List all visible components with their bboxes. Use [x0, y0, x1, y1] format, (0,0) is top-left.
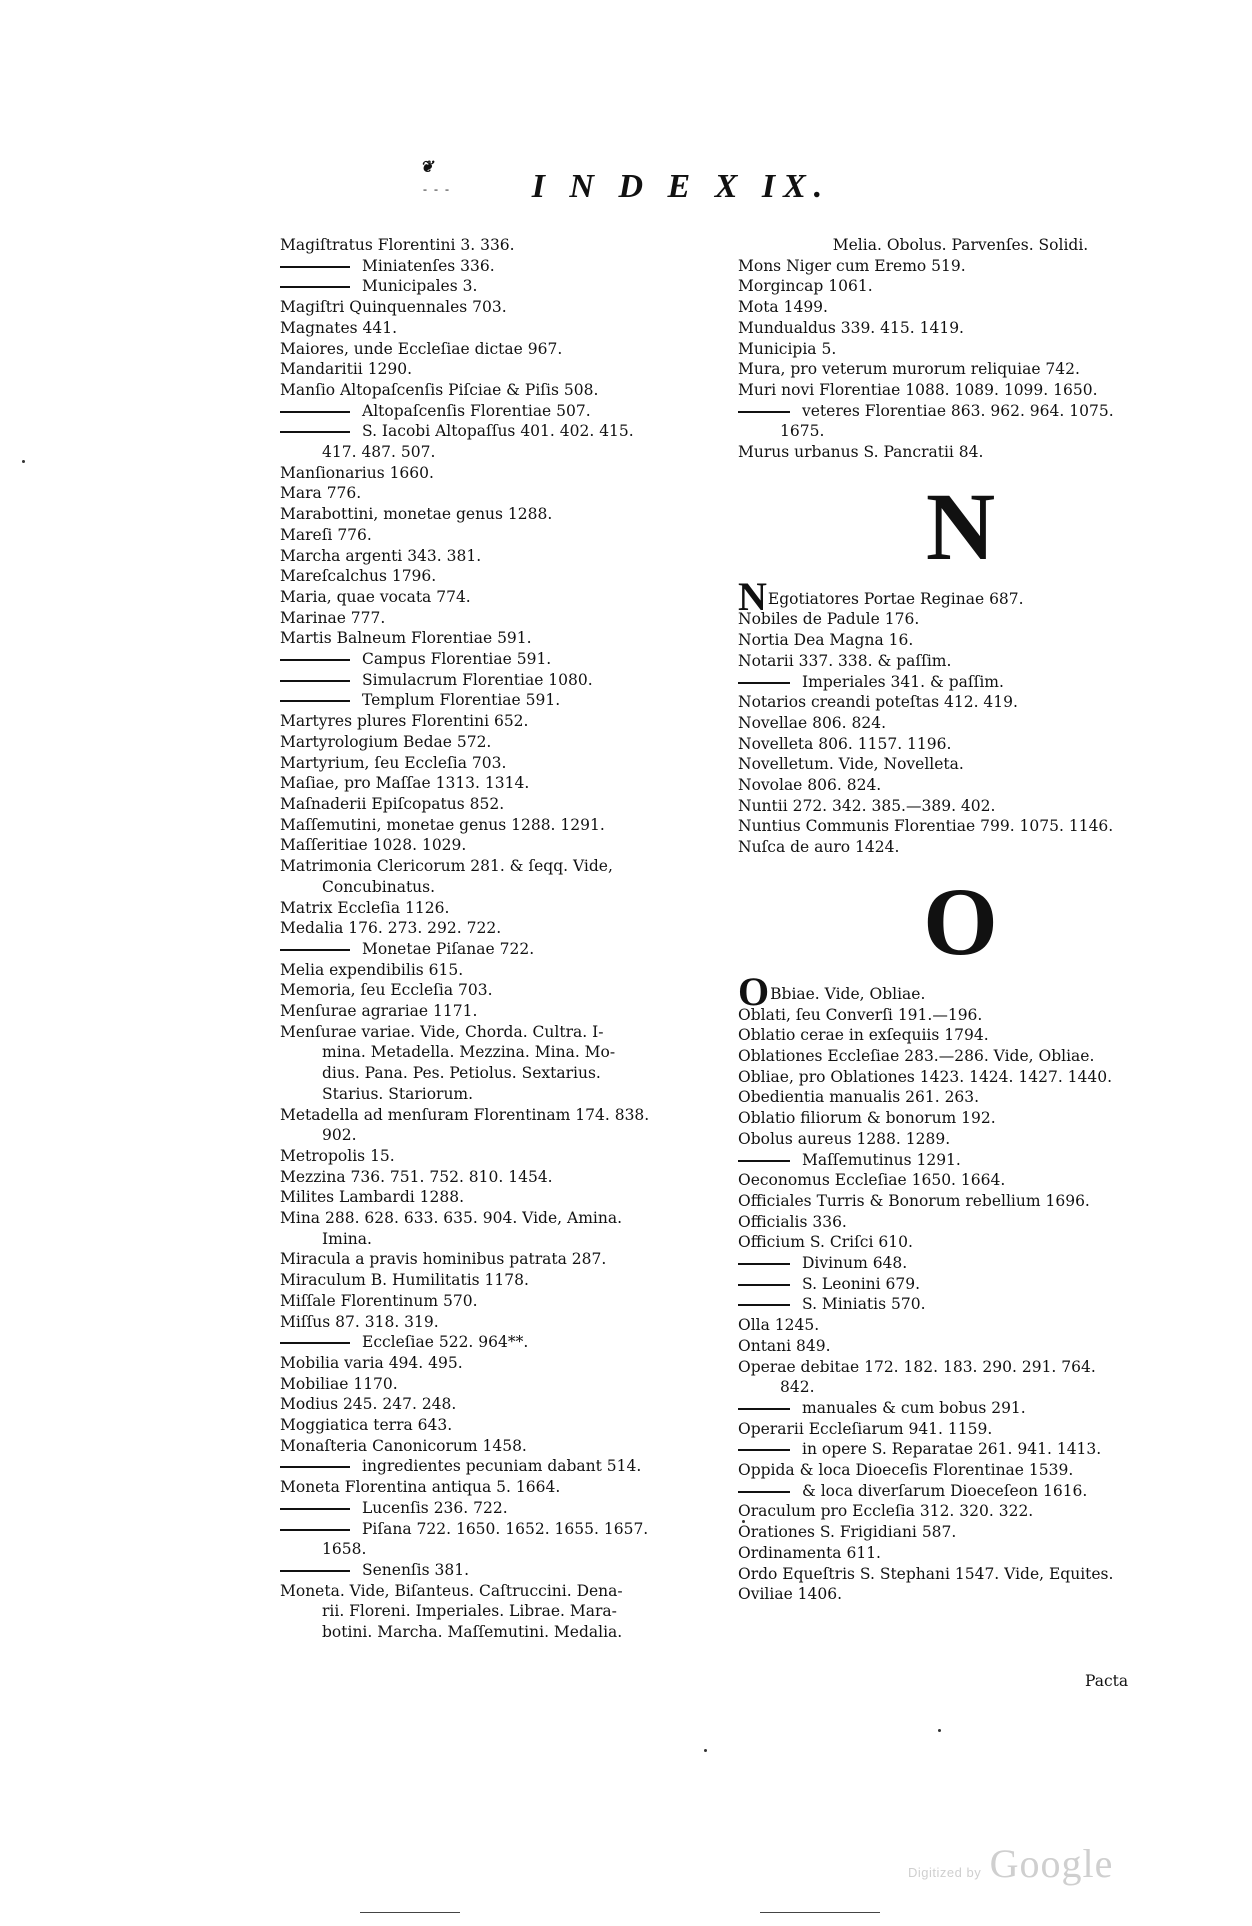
index-subentry: Senenſis 381. [280, 1560, 720, 1581]
index-entry: Orationes S. Frigidiani 587. [738, 1523, 957, 1542]
index-entry: Novolae 806. 824. [738, 776, 882, 795]
index-entry-continuation: Imina. [322, 1229, 372, 1248]
index-entry: Municipia 5. [738, 339, 837, 358]
index-entry: Nobiles de Padule 176. [738, 610, 920, 629]
index-entry: Monaſteria Canonicorum 1458. [280, 1436, 527, 1455]
index-entry: Maſiae, pro Maſſae 1313. 1314. [280, 774, 530, 793]
index-entry: Obliae, pro Oblationes 1423. 1424. 1427. 1440. [738, 1067, 1113, 1086]
index-subentry: & loca diverſarum Dioeceſeon 1616. [738, 1481, 1183, 1502]
index-subentry: Lucenſis 236. 722. [280, 1498, 720, 1519]
ornament-icon: ❦ [420, 159, 434, 176]
index-subentry: manuales & cum bobus 291. [738, 1398, 1183, 1419]
index-entry: Mareſi 776. [280, 525, 372, 544]
index-entry: Miraculum B. Humilitatis 1178. [280, 1271, 529, 1290]
index-entry: Notarii 337. 338. & paſſim. [738, 651, 952, 670]
index-entry: Oppida & loca Dioeceſis Florentinae 1539. [738, 1461, 1074, 1480]
index-entry: Oviliae 1406. [738, 1585, 843, 1604]
index-entry: Maſſeritiae 1028. 1029. [280, 836, 467, 855]
index-entry: Maſnaderii Epiſcopatus 852. [280, 794, 505, 813]
index-entry: Officium S. Criſci 610. [738, 1233, 913, 1252]
index-entry: Officiales Turris & Bonorum rebellium 1696. [738, 1191, 1090, 1210]
index-entry: Melia expendibilis 615. [280, 960, 464, 979]
index-entry-continuation: mina. Metadella. Mezzina. Mina. Mo- [322, 1043, 616, 1062]
index-entry: Nuntii 272. 342. 385.—389. 402. [738, 796, 996, 815]
index-entry: Matrix Eccleſia 1126. [280, 898, 450, 917]
index-entry: Mons Niger cum Eremo 519. [738, 256, 966, 275]
entry-text: Bbiae. Vide, Obliae. [770, 984, 926, 1003]
index-entry: Officialis 336. [738, 1212, 847, 1231]
index-entry: Ordinamenta 611. [738, 1543, 881, 1562]
index-entry: Oblati, ſeu Converſi 191.—196. [738, 1005, 983, 1024]
index-entry: Martyrologium Bedae 572. [280, 732, 492, 751]
index-subentry: Eccleſiae 522. 964**. [280, 1332, 720, 1353]
index-entry: Oblationes Eccleſiae 283.—286. Vide, Obliae. [738, 1046, 1095, 1065]
index-entry: Mareſcalchus 1796. [280, 567, 437, 586]
index-entry: Martis Balneum Florentiae 591. [280, 629, 532, 648]
index-entry: Milites Lambardi 1288. [280, 1188, 465, 1207]
index-entry: Oraculum pro Eccleſia 312. 320. 322. [738, 1502, 1034, 1521]
index-entry: Manſio Altopaſcenſis Piſciae & Piſis 508. [280, 380, 599, 399]
index-entry-continuation: 1658. [322, 1540, 367, 1559]
index-entry-continuation: Concubinatus. [322, 877, 436, 896]
index-entry: Novelletum. Vide, Novelleta. [738, 755, 964, 774]
index-entry: Morgincap 1061. [738, 277, 873, 296]
index-entry: Marcha argenti 343. 381. [280, 546, 482, 565]
index-subentry: Simulacrum Florentiae 1080. [280, 670, 720, 691]
index-subentry: in opere S. Reparatae 261. 941. 1413. [738, 1439, 1183, 1460]
index-entry: Moneta. Vide, Biſanteus. Caſtruccini. Dena- [280, 1581, 623, 1600]
google-logo: Google [989, 1841, 1114, 1886]
index-entry-continuation: 1675. [780, 422, 825, 441]
index-entry: Mura, pro veterum murorum reliquiae 742. [738, 360, 1080, 379]
index-entry-continuation: 842. [780, 1378, 815, 1397]
index-entry: Mina 288. 628. 633. 635. 904. Vide, Amina. [280, 1209, 622, 1228]
index-subentry: veteres Florentiae 863. 962. 964. 1075. [738, 401, 1183, 422]
index-entry: Muri novi Florentiae 1088. 1089. 1099. 1650. [738, 380, 1098, 399]
index-entry: Manſionarius 1660. [280, 463, 434, 482]
paper-speck [704, 1749, 707, 1752]
index-subentry: Altopaſcenſis Florentiae 507. [280, 401, 720, 422]
index-entry: Metropolis 15. [280, 1146, 395, 1165]
index-entry: Memoria, ſeu Eccleſia 703. [280, 981, 493, 1000]
paper-speck [938, 1729, 941, 1732]
index-subentry: Piſana 722. 1650. 1652. 1655. 1657. [280, 1519, 720, 1540]
bottom-rule [360, 1912, 460, 1913]
index-entry: Murus urbanus S. Pancratii 84. [738, 443, 984, 462]
index-entry: Nuſca de auro 1424. [738, 838, 900, 857]
index-entry: Maria, quae vocata 774. [280, 587, 471, 606]
index-subentry: S. Miniatis 570. [738, 1294, 1183, 1315]
index-entry: Medalia 176. 273. 292. 722. [280, 919, 502, 938]
drop-cap: N [738, 573, 767, 619]
index-entry-continuation: 417. 487. 507. [322, 443, 436, 462]
index-entry-continuation: rii. Floreni. Imperiales. Librae. Mara- [322, 1602, 617, 1621]
index-subentry: Divinum 648. [738, 1253, 1183, 1274]
index-entry: Matrimonia Clericorum 281. & ſeqq. Vide, [280, 857, 613, 876]
index-entry: Maiores, unde Eccleſiae dictae 967. [280, 339, 563, 358]
index-subentry: Miniatenſes 336. [280, 256, 720, 277]
index-entry-continuation: Starius. Stariorum. [322, 1084, 474, 1103]
drop-cap: O [738, 968, 770, 1014]
index-subentry: ingredientes pecuniam dabant 514. [280, 1456, 720, 1477]
index-entry: Marinae 777. [280, 608, 386, 627]
index-entry: Ordo Equeſtris S. Stephani 1547. Vide, Equites. [738, 1564, 1114, 1583]
index-entry: Oblatio cerae in exſequiis 1794. [738, 1026, 989, 1045]
page-title: I N D E X IX. [531, 168, 831, 205]
index-entry: Ontani 849. [738, 1336, 831, 1355]
index-entry: Obedientia manualis 261. 263. [738, 1088, 980, 1107]
index-entry: Martyres plures Florentini 652. [280, 712, 529, 731]
index-entry: Menſurae variae. Vide, Chorda. Cultra. I- [280, 1022, 604, 1041]
index-entry: Mota 1499. [738, 298, 828, 317]
index-column-right [738, 235, 1183, 1605]
index-subentry: S. Iacobi Altopaſſus 401. 402. 415. [280, 421, 720, 442]
index-entry: Miracula a pravis hominibus patrata 287. [280, 1250, 607, 1269]
page-header [0, 159, 1252, 206]
index-entry: Magiſtri Quinquennales 703. [280, 298, 507, 317]
index-entry [738, 968, 1183, 1014]
index-subentry: Imperiales 341. & paſſim. [738, 672, 1183, 693]
header-dash: - - - [423, 182, 451, 196]
index-entry: Novelleta 806. 1157. 1196. [738, 734, 952, 753]
index-subentry: Monetae Piſanae 722. [280, 939, 720, 960]
index-entry: Martyrium, ſeu Eccleſia 703. [280, 753, 507, 772]
index-entry: Magiſtratus Florentini 3. 336. [280, 236, 515, 254]
index-entry: Mara 776. [280, 484, 362, 503]
index-entry: Oeconomus Eccleſiae 1650. 1664. [738, 1171, 1006, 1190]
index-entry: Melia. Obolus. Parvenſes. Solidi. [832, 236, 1089, 254]
index-entry-continuation: botini. Marcha. Maſſemutini. Medalia. [322, 1623, 623, 1642]
index-entry: Menſurae agrariae 1171. [280, 1002, 478, 1021]
section-letter: N [925, 472, 996, 580]
index-subentry: Campus Florentiae 591. [280, 649, 720, 670]
index-entry: Novellae 806. 824. [738, 713, 887, 732]
section-letter: O [923, 867, 998, 975]
index-entry: Metadella ad menſuram Florentinam 174. 838. [280, 1105, 650, 1124]
index-subentry: Municipales 3. [280, 276, 720, 297]
index-entry [738, 573, 1183, 619]
paper-speck [742, 1520, 745, 1523]
index-entry: Magnates 441. [280, 318, 398, 337]
index-entry: Obolus aureus 1288. 1289. [738, 1129, 951, 1148]
watermark [908, 1840, 1113, 1887]
index-subentry: Maſſemutinus 1291. [738, 1150, 1183, 1171]
index-entry: Operarii Eccleſiarum 941. 1159. [738, 1419, 993, 1438]
index-entry: Moggiatica terra 643. [280, 1416, 453, 1435]
bottom-rule [760, 1912, 880, 1913]
index-entry: Oblatio filiorum & bonorum 192. [738, 1109, 996, 1128]
index-subentry: S. Leonini 679. [738, 1274, 1183, 1295]
index-entry: Operae debitae 172. 182. 183. 290. 291. 764. [738, 1357, 1096, 1376]
index-entry: Mundualdus 339. 415. 1419. [738, 318, 964, 337]
index-entry: Miſſale Florentinum 570. [280, 1291, 478, 1310]
index-subentry: Templum Florentiae 591. [280, 690, 720, 711]
index-entry: Modius 245. 247. 248. [280, 1395, 457, 1414]
watermark-small: Digitized by [908, 1865, 982, 1880]
index-entry: Notarios creandi poteſtas 412. 419. [738, 693, 1018, 712]
index-entry: Olla 1245. [738, 1316, 820, 1335]
index-entry: Nuntius Communis Florentiae 799. 1075. 1146. [738, 817, 1114, 836]
index-entry: Mandaritii 1290. [280, 360, 413, 379]
catchword: Pacta [1085, 1672, 1129, 1690]
index-entry: Marabottini, monetae genus 1288. [280, 505, 553, 524]
entry-text: Egotiatores Portae Reginae 687. [767, 589, 1024, 608]
index-entry: Moneta Florentina antiqua 5. 1664. [280, 1478, 561, 1497]
index-entry: Mobiliae 1170. [280, 1374, 398, 1393]
index-entry: Maſſemutini, monetae genus 1288. 1291. [280, 815, 605, 834]
index-entry-continuation: 902. [322, 1126, 357, 1145]
index-entry: Nortia Dea Magna 16. [738, 631, 914, 650]
index-entry-continuation: dius. Pana. Pes. Petiolus. Sextarius. [322, 1064, 601, 1083]
index-column-left [280, 235, 720, 1643]
index-entry: Mobilia varia 494. 495. [280, 1353, 463, 1372]
index-entry: Mezzina 736. 751. 752. 810. 1454. [280, 1167, 553, 1186]
index-entry: Miſſus 87. 318. 319. [280, 1312, 439, 1331]
paper-speck [22, 460, 25, 463]
